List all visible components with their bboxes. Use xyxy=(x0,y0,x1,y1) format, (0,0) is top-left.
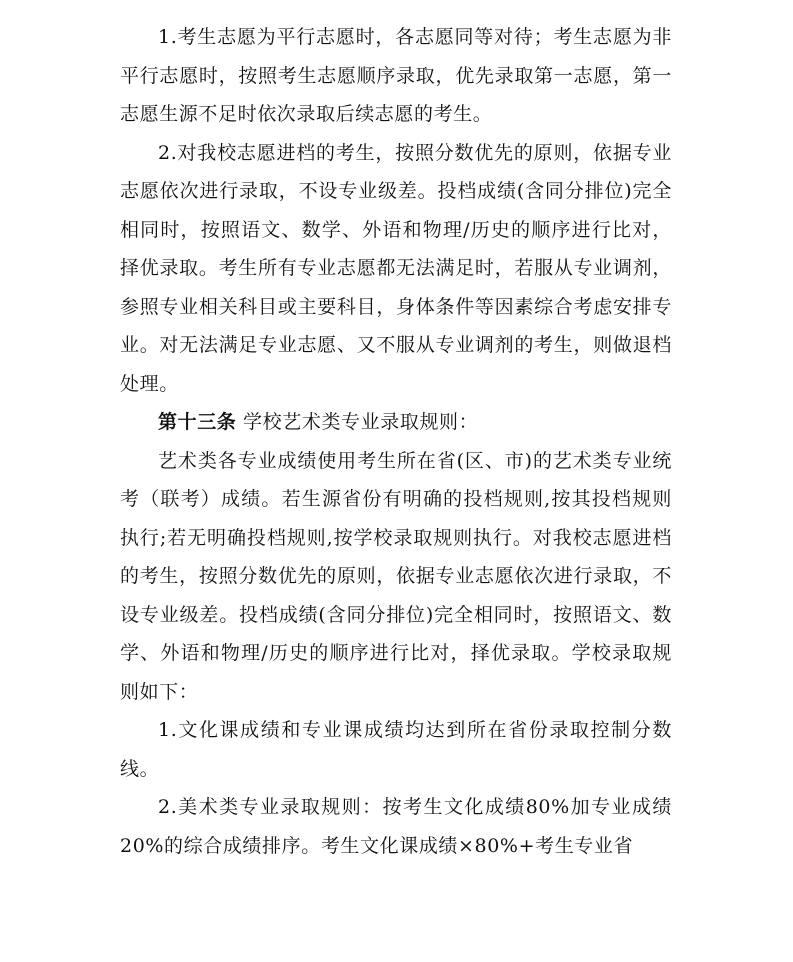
article-title: 学校艺术类专业录取规则： xyxy=(236,411,479,433)
paragraph-volunteer-order: 1.考生志愿为平行志愿时，各志愿同等对待；考生志愿为非平行志愿时，按照考生志愿顺序录取，优先录取第一志愿，第一志愿生源不足时依次录取后续志愿的考生。 xyxy=(120,26,672,125)
document-page xyxy=(120,18,672,865)
paragraph-art-scores: 艺术类各专业成绩使用考生所在省(区、市)的艺术类专业统考（联考）成绩。若生源省份有明确的投档规则,按其投档规则执行;若无明确投档规则,按学校录取规则执行。对我校志愿进档的考生，按照分数优先的原则，依据专业志愿依次进行录取，不设专业级差。投档成绩(含同分排位)完全相同时，按照语文、数学、外语和物理/历史的顺序进行比对，择优录取。学校录取规则如下： xyxy=(120,449,672,703)
paragraph-rule-1: 1.文化课成绩和专业课成绩均达到所在省份录取控制分数线。 xyxy=(120,719,672,780)
article-13-heading xyxy=(120,403,672,442)
paragraph-rule-2: 2.美术类专业录取规则：按考生文化成绩80%加专业成绩20%的综合成绩排序。考生文化课成绩×80%+考生专业省 xyxy=(120,796,672,857)
article-number: 第十三条 xyxy=(158,411,237,433)
paragraph-major-admission: 2.对我校志愿进档的考生，按照分数优先的原则，依据专业志愿依次进行录取，不设专业级差。投档成绩(含同分排位)完全相同时，按照语文、数学、外语和物理/历史的顺序进行比对，择优录取。考生所有专业志愿都无法满足时，若服从专业调剂，参照专业相关科目或主要科目，身体条件等因素综合考虑安排专业。对无法满足专业志愿、又不服从专业调剂的考生，则做退档处理。 xyxy=(120,141,672,395)
